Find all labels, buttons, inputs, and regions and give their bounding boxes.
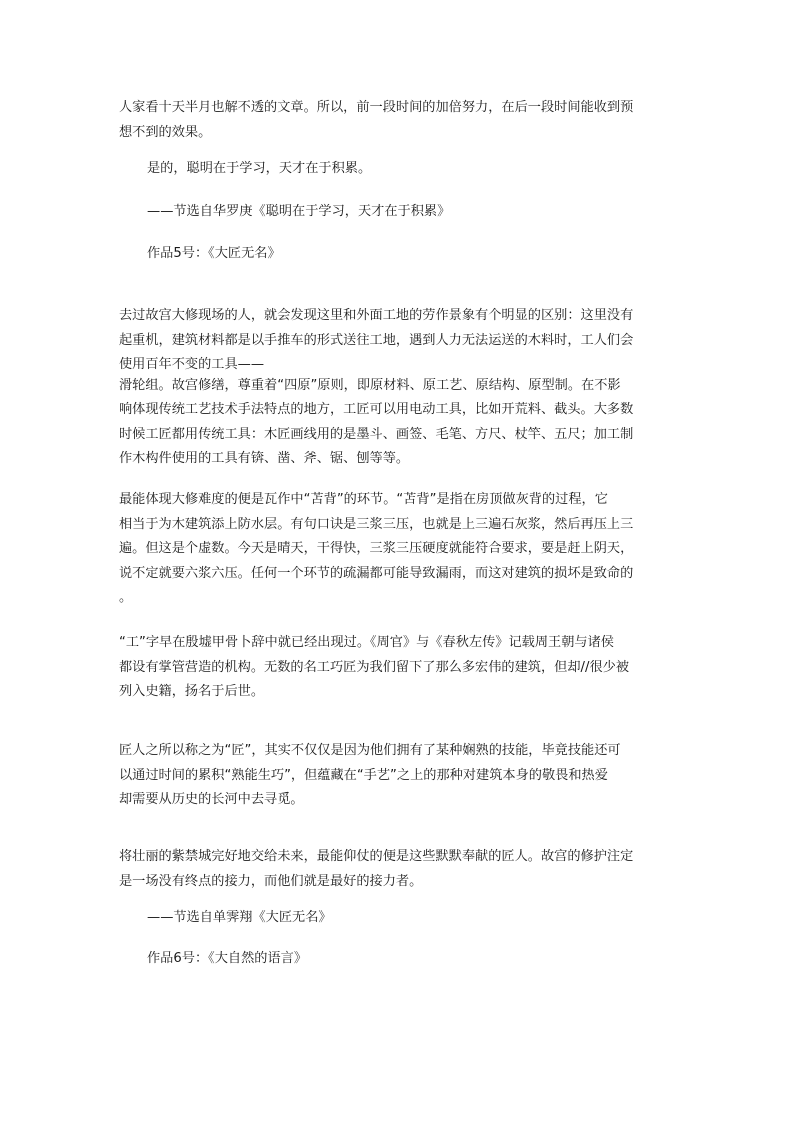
text-line: 将壮丽的紫禁城完好地交给未来，最能仰仗的便是这些默默奉献的匠人。故宫的修护注定 (119, 849, 634, 864)
paragraph-conclusion (147, 157, 679, 182)
text-line: 匠人之所以称之为“匠”，其实不仅仅是因为他们拥有了某种娴熟的技能，毕竟技能还可 (119, 743, 621, 758)
text-line: 遍。但这是个虚数。今天是晴天，干得快，三浆三压硬度就能符合要求，要是赶上阴天， (119, 541, 634, 556)
paragraph-gong-character (119, 631, 679, 705)
paragraph-hualuogeng-ending (119, 96, 679, 145)
section-heading-work-6 (147, 947, 679, 972)
paragraph-craftsman (119, 739, 679, 813)
section-heading-work-5 (147, 242, 679, 267)
paragraph-forbidden-city (119, 845, 679, 894)
text-line: 是的，聪明在于学习，天才在于积累。 (147, 161, 372, 176)
text-line: 列入史籍，扬名于后世。 (119, 684, 265, 699)
text-line: 作品6号：《大自然的语言》 (147, 951, 308, 966)
text-line: 是一场没有终点的接力，而他们就是最好的接力者。 (119, 873, 423, 889)
source-citation-1 (147, 200, 679, 225)
text-line: 使用百年不变的工具—— (119, 357, 265, 372)
text-line: 滑轮组。故宫修缮，尊重着“四原”原则，即原材料、原工艺、原结构、原型制。在不影 (119, 377, 621, 393)
source-citation-2 (147, 906, 679, 931)
text-line: ——节选自华罗庚《聪明在于学习，天才在于积累》 (147, 204, 451, 219)
text-line: 去过故宫大修现场的人，就会发现这里和外面工地的劳作景象有个明显的区别：这里没有 (119, 308, 634, 323)
paragraph-palace-repair (119, 304, 679, 472)
text-line: 最能体现大修难度的便是瓦作中“苫背”的环节。“苫背”是指在房顶做灰背的过程，它 (119, 492, 608, 507)
text-line: 。 (119, 590, 133, 605)
text-line: “工”字早在殷墟甲骨卜辞中就已经出现过。《周官》与《春秋左传》记载周王朝与诸侯 (119, 635, 614, 650)
text-line: 作木构件使用的工具有锛、凿、斧、锯、刨等等。 (119, 451, 410, 466)
text-line: 响体现传统工艺技术手法特点的地方，工匠可以用电动工具，比如开荒料、截头。大多数 (119, 402, 634, 417)
text-line: ——节选自单霁翔《大匠无名》 (147, 910, 332, 925)
text-line: 相当于为木建筑添上防水层。有句口诀是三浆三压，也就是上三遍石灰浆，然后再压上三 (119, 516, 634, 532)
text-line: 说不定就要六浆六压。任何一个环节的疏漏都可能导致漏雨，而这对建筑的损坏是致命的 (119, 565, 634, 581)
text-line: 时候工匠都用传统工具：木匠画线用的是墨斗、画签、毛笔、方尺、杖竿、五尺；加工制 (119, 426, 634, 442)
text-line: 人家看十天半月也解不透的文章。所以，前一段时间的加倍努力，在后一段时间能收到预 (119, 100, 634, 115)
text-line: 作品5号：《大匠无名》 (147, 246, 281, 261)
text-line: 都设有掌管营造的机构。无数的名工巧匠为我们留下了那么多宏伟的建筑，但却//很少被 (119, 659, 630, 675)
paragraph-shanbei (119, 488, 679, 611)
text-line: 起重机，建筑材料都是以手推车的形式送往工地，遇到人力无法运送的木料时，工人们会 (119, 332, 634, 348)
text-line: 想不到的效果。 (119, 124, 212, 140)
text-line: 以通过时间的累积“熟能生巧”，但蕴藏在“手艺”之上的那种对建筑本身的敬畏和热爱 (119, 767, 608, 783)
text-line: 却需要从历史的长河中去寻觅。 (119, 792, 304, 807)
